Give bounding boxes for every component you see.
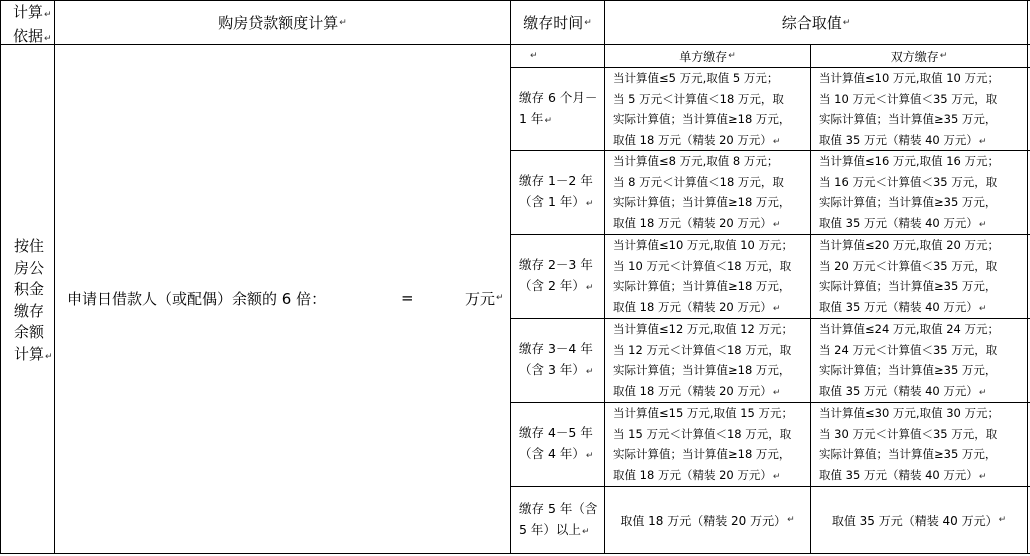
paragraph-mark-icon: ↵	[978, 472, 987, 483]
paragraph-mark-icon: ↵	[728, 51, 736, 61]
last-row-single: 取值 18 万元（精装 20 万元）	[620, 513, 787, 528]
subheader-double-cell	[811, 45, 1027, 67]
rule-line	[519, 191, 593, 215]
paragraph-mark-icon: ↵	[787, 515, 795, 525]
rule-text: 缴存 4－5 年	[519, 424, 593, 440]
rule-text: 缴存 3－4 年	[519, 340, 593, 356]
paragraph-mark-icon: ↵	[44, 10, 52, 20]
rule-text: 当计算值≤20 万元,取值 20 万元；	[819, 238, 1000, 252]
rule-text: 当计算值≤24 万元,取值 24 万元；	[819, 322, 1000, 336]
rule-text: 取值 18 万元（精装 20 万元）	[613, 384, 772, 399]
rule-text: 缴存 1－2 年	[519, 172, 593, 188]
rule-line	[819, 130, 1027, 153]
rule-line	[613, 68, 810, 89]
paragraph-mark-icon: ↵	[939, 51, 948, 61]
rule-line	[613, 276, 810, 297]
paragraph-mark-icon: ↵	[978, 304, 987, 315]
basis-cell	[1, 236, 54, 376]
single-rule-cell	[605, 319, 810, 401]
rule-line	[519, 87, 597, 108]
single-rule-cell	[605, 68, 810, 150]
rule-text: 取值 18 万元（精装 20 万元）	[613, 133, 772, 148]
rule-line	[819, 403, 1027, 424]
basis-line: 余额	[14, 323, 45, 341]
rule-text: 缴存 2－3 年	[519, 256, 593, 272]
table-border-bottom	[0, 553, 1030, 554]
rule-line	[613, 89, 810, 110]
rule-line	[819, 297, 1027, 320]
rule-text: 取值 35 万元（精装 40 万元）	[819, 384, 978, 399]
header-period-cell	[511, 1, 604, 44]
header-basis-cell	[1, 1, 54, 44]
rule-line	[613, 109, 810, 130]
rule-text: 当计算值≤10 万元,取值 10 万元；	[613, 238, 794, 252]
basis-line: 积金	[14, 280, 45, 298]
rule-line	[519, 422, 593, 443]
paragraph-mark-icon: ↵	[581, 526, 590, 537]
rule-text: 取值 18 万元（精装 20 万元）	[613, 468, 772, 483]
rule-text: 实际计算值；当计算值≥35 万元，	[819, 363, 997, 378]
rule-line	[613, 381, 810, 404]
rule-line	[519, 254, 593, 275]
rule-text: 缴存 6 个月－	[519, 89, 598, 105]
rule-text: 实际计算值；当计算值≥18 万元，	[613, 112, 791, 127]
rule-line	[613, 172, 810, 193]
paragraph-mark-icon: ↵	[772, 472, 781, 483]
rule-line	[819, 151, 1027, 172]
paragraph-mark-icon: ↵	[530, 51, 538, 61]
rule-text: 当计算值≤5 万元,取值 5 万元；	[613, 71, 779, 85]
header-basis-line: 依据	[13, 27, 44, 45]
rule-text: 当 16 万元＜计算值＜35 万元，取	[819, 174, 998, 189]
double-rule-cell	[811, 68, 1027, 150]
rule-line	[819, 109, 1027, 130]
rule-text: 取值 18 万元（精装 20 万元）	[613, 300, 772, 315]
period-line: 5 年）以上	[519, 521, 581, 537]
basis-line: 计算	[14, 344, 45, 363]
double-rule-cell	[811, 151, 1027, 233]
rule-text: （含 4 年）	[519, 445, 585, 461]
paragraph-mark-icon: ↵	[772, 137, 781, 148]
period-line: 缴存 5 年（含	[519, 500, 598, 516]
rule-text: （含 1 年）	[519, 193, 585, 209]
rule-text: 实际计算值；当计算值≥18 万元，	[613, 279, 791, 294]
paragraph-mark-icon: ↵	[544, 115, 552, 126]
rule-text: 取值 35 万元（精装 40 万元）	[819, 300, 978, 315]
rule-text: 当 8 万元＜计算值＜18 万元，取	[613, 174, 784, 189]
rule-text: 实际计算值；当计算值≥18 万元，	[613, 363, 791, 378]
rule-text: 当计算值≤30 万元,取值 30 万元；	[819, 406, 1000, 420]
rule-line	[519, 359, 593, 383]
double-rule-cell	[811, 235, 1027, 317]
rule-line	[819, 276, 1027, 297]
rule-line	[519, 170, 593, 191]
subheader-single-cell	[605, 45, 810, 67]
rule-line	[819, 444, 1027, 465]
rule-line	[613, 340, 810, 361]
paragraph-mark-icon: ↵	[978, 220, 987, 231]
formula-equals: =	[401, 289, 414, 307]
rule-line	[819, 319, 1027, 340]
period-cell	[511, 151, 604, 233]
last-row-double-cell	[811, 487, 1027, 553]
paragraph-mark-icon: ↵	[585, 366, 594, 377]
basis-line: 房公	[14, 258, 45, 277]
subheader-single: 单方缴存	[679, 49, 728, 64]
rule-line	[819, 68, 1027, 89]
rule-line	[613, 360, 810, 381]
rule-text: （含 2 年）	[519, 277, 585, 293]
rule-line	[819, 235, 1027, 256]
double-rule-cell	[811, 403, 1027, 485]
rule-text: 当计算值≤15 万元,取值 15 万元；	[613, 406, 794, 420]
rule-line	[613, 235, 810, 256]
period-cell	[511, 403, 604, 485]
rule-line	[613, 130, 810, 153]
rule-line	[819, 192, 1027, 213]
rule-line	[819, 424, 1027, 445]
paragraph-mark-icon: ↵	[998, 515, 1007, 525]
rule-line	[519, 275, 593, 299]
rule-text: 实际计算值；当计算值≥18 万元，	[613, 195, 791, 210]
rule-line	[613, 192, 810, 213]
subheader-double: 双方缴存	[890, 49, 939, 64]
rule-line	[819, 256, 1027, 277]
header-basis-line: 计算	[13, 3, 44, 21]
rule-line	[819, 381, 1027, 404]
rule-text: 取值 35 万元（精装 40 万元）	[819, 216, 978, 231]
single-rule-cell	[605, 235, 810, 317]
basis-line: 按住	[14, 237, 45, 255]
rule-line	[613, 424, 810, 445]
paragraph-mark-icon: ↵	[585, 282, 594, 293]
formula-text: 申请日借款人（或配偶）余额的 6 倍：	[67, 289, 327, 308]
last-row-single-cell	[605, 487, 810, 553]
rule-text: 当 20 万元＜计算值＜35 万元，取	[819, 258, 998, 273]
rule-text: 当 15 万元＜计算值＜18 万元，取	[613, 426, 792, 441]
rule-text: 当 5 万元＜计算值＜18 万元，取	[613, 91, 784, 106]
paragraph-mark-icon: ↵	[585, 198, 594, 209]
header-value-cell	[605, 1, 1027, 44]
rule-line	[819, 465, 1027, 488]
formula-unit-wrap	[465, 287, 504, 309]
formula-cell	[55, 45, 510, 553]
rule-text: 当计算值≤10 万元,取值 10 万元；	[819, 71, 1000, 85]
paragraph-mark-icon: ↵	[978, 137, 987, 148]
rule-text: 实际计算值；当计算值≥35 万元，	[819, 447, 997, 462]
rule-text: （含 3 年）	[519, 361, 585, 377]
rule-text: 取值 35 万元（精装 40 万元）	[819, 133, 978, 148]
last-row-double: 取值 35 万元（精装 40 万元）	[831, 513, 998, 528]
period-cell	[511, 319, 604, 401]
rule-line	[613, 403, 810, 424]
rule-text: 当计算值≤8 万元,取值 8 万元；	[613, 154, 779, 168]
rule-text: 实际计算值；当计算值≥35 万元，	[819, 112, 997, 127]
rule-line	[819, 89, 1027, 110]
rule-text: 当计算值≤16 万元,取值 16 万元；	[819, 154, 1000, 168]
paragraph-mark-icon: ↵	[45, 351, 53, 362]
last-row-period-cell	[511, 487, 604, 553]
rule-text: 当 10 万元＜计算值＜35 万元，取	[819, 91, 998, 106]
paragraph-mark-icon: ↵	[772, 388, 781, 399]
rule-text: 实际计算值；当计算值≥35 万元，	[819, 195, 997, 210]
period-cell	[511, 68, 604, 150]
period-cell	[511, 235, 604, 317]
rule-line	[613, 444, 810, 465]
rule-line	[519, 443, 593, 467]
paragraph-mark-icon: ↵	[978, 388, 987, 399]
table-border-right	[1027, 0, 1028, 554]
rule-line	[613, 213, 810, 236]
rule-text: 实际计算值；当计算值≥18 万元，	[613, 447, 791, 462]
basis-line: 缴存	[14, 301, 45, 320]
header-period: 缴存时间	[523, 14, 584, 32]
header-calculation-cell	[55, 1, 510, 44]
rule-text: 取值 35 万元（精装 40 万元）	[819, 468, 978, 483]
rule-line	[613, 465, 810, 488]
paragraph-mark-icon: ↵	[339, 17, 347, 28]
paragraph-mark-icon: ↵	[496, 293, 504, 303]
paragraph-mark-icon: ↵	[44, 34, 52, 44]
paragraph-mark-icon: ↵	[842, 17, 851, 28]
paragraph-mark-icon: ↵	[772, 304, 781, 315]
paragraph-mark-icon: ↵	[772, 220, 781, 231]
rule-line	[519, 338, 593, 359]
header-value: 综合取值	[781, 14, 842, 32]
double-rule-cell	[811, 319, 1027, 401]
subheader-blank-cell	[511, 45, 604, 67]
rule-text: 当 12 万元＜计算值＜18 万元，取	[613, 342, 792, 357]
rule-line	[613, 151, 810, 172]
rule-text: 当 10 万元＜计算值＜18 万元，取	[613, 258, 792, 273]
rule-text: 当 24 万元＜计算值＜35 万元，取	[819, 342, 998, 357]
single-rule-cell	[605, 151, 810, 233]
rule-text: 当 30 万元＜计算值＜35 万元，取	[819, 426, 998, 441]
rule-line	[819, 340, 1027, 361]
rule-line	[819, 360, 1027, 381]
rule-line	[613, 256, 810, 277]
rule-line	[613, 297, 810, 320]
rule-text: 取值 18 万元（精装 20 万元）	[613, 216, 772, 231]
paragraph-mark-icon: ↵	[585, 450, 594, 461]
rule-line	[819, 172, 1027, 193]
header-calculation: 购房贷款额度计算	[218, 14, 339, 32]
rule-line	[819, 213, 1027, 236]
single-rule-cell	[605, 403, 810, 485]
rule-text: 1 年	[519, 110, 544, 126]
paragraph-mark-icon: ↵	[584, 17, 592, 28]
rule-text: 实际计算值；当计算值≥35 万元，	[819, 279, 997, 294]
rule-line	[613, 319, 810, 340]
rule-text: 当计算值≤12 万元,取值 12 万元；	[613, 322, 794, 336]
rule-line	[519, 108, 597, 132]
formula-unit: 万元	[465, 289, 496, 308]
